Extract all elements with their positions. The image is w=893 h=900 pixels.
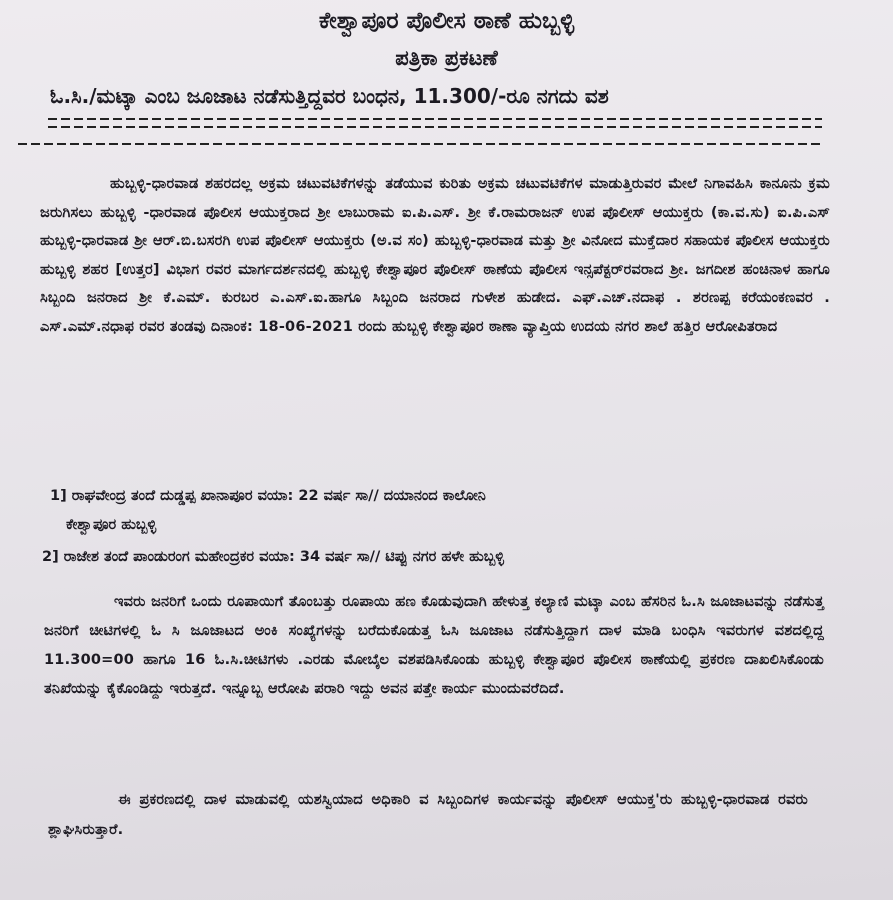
press-release-heading: ಪತ್ರಿಕಾ ಪ್ರಕಟಣೆ xyxy=(395,46,498,70)
body-paragraph-3: ಈ ಪ್ರಕರಣದಲ್ಲಿ ದಾಳ ಮಾಡುವಲ್ಲಿ ಯಶಸ್ವಿಯಾದ ಅಧಿಕಾರಿ ವ ಸಿಬ್ಬಂದಿಗಳ ಕಾರ್ಯವನ್ನು ಪೊಲೀಸ್ ಆಯುಕ್ತ'ರು ಹುಬ್ಬಳ್ಳಿ-ಧಾರವಾಡ ರವರು ಶ್ಲಾಘಿಸಿರುತ್ತಾರೆ. xyxy=(48,792,808,838)
accused-1-address: ಕೇಶ್ವಾಪೂರ ಹುಬ್ಬಳ್ಳಿ xyxy=(66,517,157,533)
body-paragraph-1: ಹುಬ್ಬಳ್ಳಿ-ಧಾರವಾಡ ಶಹರದಲ್ಲ ಅಕ್ರಮ ಚಟುವಟಿಕೆಗಳನ್ನು ತಡೆಯುವ ಕುರಿತು ಅಕ್ರಮ ಚಟುವಟಿಕೆಗಳ ಮಾಡುತ್ತಿರುವರ ಮೇಲೆ ನಿಗಾವಹಿಸಿ ಕಾನೂನು ಕ್ರಮ ಜರುಗಿಸಲು ಹುಬ್ಬಳ್ಳಿ -ಧಾರವಾಡ ಪೊಲೀಸ ಆಯುಕ್ತರಾದ ಶ್ರೀ ಲಾಬುರಾಮ ಐ.ಪಿ.ಎಸ್. ಶ್ರೀ ಕೆ.ರಾಮರಾಜನ್ ಉಪ ಪೊಲೀಸ್ ಆಯುಕ್ತರು (ಕಾ.ವ.ಸು) ಐ.ಪಿ.ಎಸ್ ಹುಬ್ಬಳ್ಳಿ-ಧಾರವಾಡ ಶ್ರೀ ಆರ್.ಬಿ.ಬಸರಗಿ ಉಪ ಪೊಲೀಸ್ ಆಯುಕ್ತರು (ಅ.ವ ಸಂ) ಹುಬ್ಬಳ್ಳಿ-ಧಾರವಾಡ ಮತ್ತು ಶ್ರೀ ವಿನೋದ ಮುಕ್ತೆದಾರ ಸಹಾಯಕ ಪೊಲೀಸ ಆಯುಕ್ತರು ಹುಬ್ಬಳ್ಳಿ ಶಹರ [ಉತ್ತರ] ವಿಭಾಗ ರವರ ಮಾರ್ಗದರ್ಶನದಲ್ಲಿ ಹುಬ್ಬಳ್ಳಿ ಕೇಶ್ವಾಪೂರ ಪೊಲೀಸ್ ಠಾಣೆಯ ಪೊಲೀಸ ಇನ್ಸಪೆಕ್ಟರ್‌ರವರಾದ ಶ್ರೀ. ಜಗದೀಶ ಹಂಚಿನಾಳ ಹಾಗೂ ಸಿಬ್ಬಂದಿ ಜನರಾದ ಶ್ರೀ ಕೆ.ಎಮ್. ಕುರಬರ ಎ.ಎಸ್.ಐ.ಹಾಗೂ ಸಿಬ್ಬಂದಿ ಜನರಾದ ಗುಳೇಶ ಹುಡೇದ. ಎಫ್.ಎಚ್.ನದಾಫ . ಶರಣಪ್ಪ ಕರೆಯಂಕಣವರ . ಎಸ್.ಎಮ್.ನಧಾಫ ರವರ ತಂಡವು ದಿನಾಂಕ: 18-06-2021 ರಂದು ಹುಬ್ಬಳ್ಳಿ ಕೇಶ್ವಾಪೂರ ಠಾಣಾ ವ್ಯಾಪ್ತಿಯ ಉದಯ ನಗರ ಶಾಲೆ ಹತ್ತಿರ ಆರೋಪಿತರಾದ xyxy=(40,176,830,335)
accused-1: 1] ರಾಘವೇಂದ್ರ ತಂದೆ ದುಡ್ಡಪ್ಪ ಖಾನಾಪೂರ ವಯಾ: 22 ವರ್ಷ ಸಾ// ದಯಾನಂದ ಕಾಲೋನಿ xyxy=(50,488,486,504)
body-paragraph-2: ಇವರು ಜನರಿಗೆ ಒಂದು ರೂಪಾಯಿಗೆ ತೊಂಬತ್ತು ರೂಪಾಯಿ ಹಣ ಕೊಡುವುದಾಗಿ ಹೇಳುತ್ತ ಕಲ್ಯಾಣಿ ಮಟ್ಕಾ ಎಂಬ ಹೆಸರಿನ ಓ.ಸಿ ಜೂಜಾಟವನ್ನು ನಡೆಸುತ್ತ ಜನರಿಗೆ ಚೀಟಿಗಳಲ್ಲಿ ಓ ಸಿ ಜೂಜಾಟದ ಅಂಕಿ ಸಂಖ್ಯೆಗಳನ್ನು ಬರೆದುಕೊಡುತ್ತ ಓಸಿ ಜೂಜಾಟ ನಡೆಸುತ್ತಿದ್ದಾಗ ದಾಳ ಮಾಡಿ ಬಂಧಿಸಿ ಇವರುಗಳ ವಶದಲ್ಲಿದ್ದ 11.300=00 ಹಾಗೂ 16 ಓ.ಸಿ.ಚೀಟಿಗಳು .ಎರಡು ಮೋಬೈಲ ವಶಪಡಿಸಿಕೊಂಡು ಹುಬ್ಬಳ್ಳಿ ಕೇಶ್ವಾಪೂರ ಪೊಲೀಸ ಠಾಣೆಯಲ್ಲಿ ಪ್ರಕರಣ ದಾಖಲಿಸಿಕೊಂಡು ತನಿಖೆಯನ್ನು ಕೈಕೊಂಡಿದ್ದು ಇರುತ್ತದೆ. ಇನ್ನೂಬ್ಬ ಆರೋಪಿ ಪರಾರಿ ಇದ್ದು ಅವನ ಪತ್ತೇ ಕಾರ್ಯ ಮುಂದುವರೆದಿದೆ. xyxy=(44,594,824,697)
separator-line xyxy=(48,126,822,128)
subject-heading: ಓ.ಸಿ./ಮಟ್ಕಾ ಎಂಬ ಜೂಜಾಟ ನಡೆಸುತ್ತಿದ್ದವರ ಬಂಧನ, 11.300/-ರೂ ನಗದು ವಶ xyxy=(50,84,609,108)
separator-line xyxy=(18,143,822,145)
accused-2: 2] ರಾಜೇಶ ತಂದೆ ಪಾಂಡುರಂಗ ಮಹೇಂದ್ರಕರ ವಯಾ: 34 ವರ್ಷ ಸಾ// ಟಿಪ್ಪು ನಗರ ಹಳೇ ಹುಬ್ಬಳ್ಳಿ xyxy=(42,549,505,565)
separator-line xyxy=(48,118,822,120)
station-heading: ಕೇಶ್ವಾಪೂರ ಪೊಲೀಸ ಠಾಣೆ ಹುಬ್ಬಳ್ಳಿ xyxy=(318,8,575,34)
